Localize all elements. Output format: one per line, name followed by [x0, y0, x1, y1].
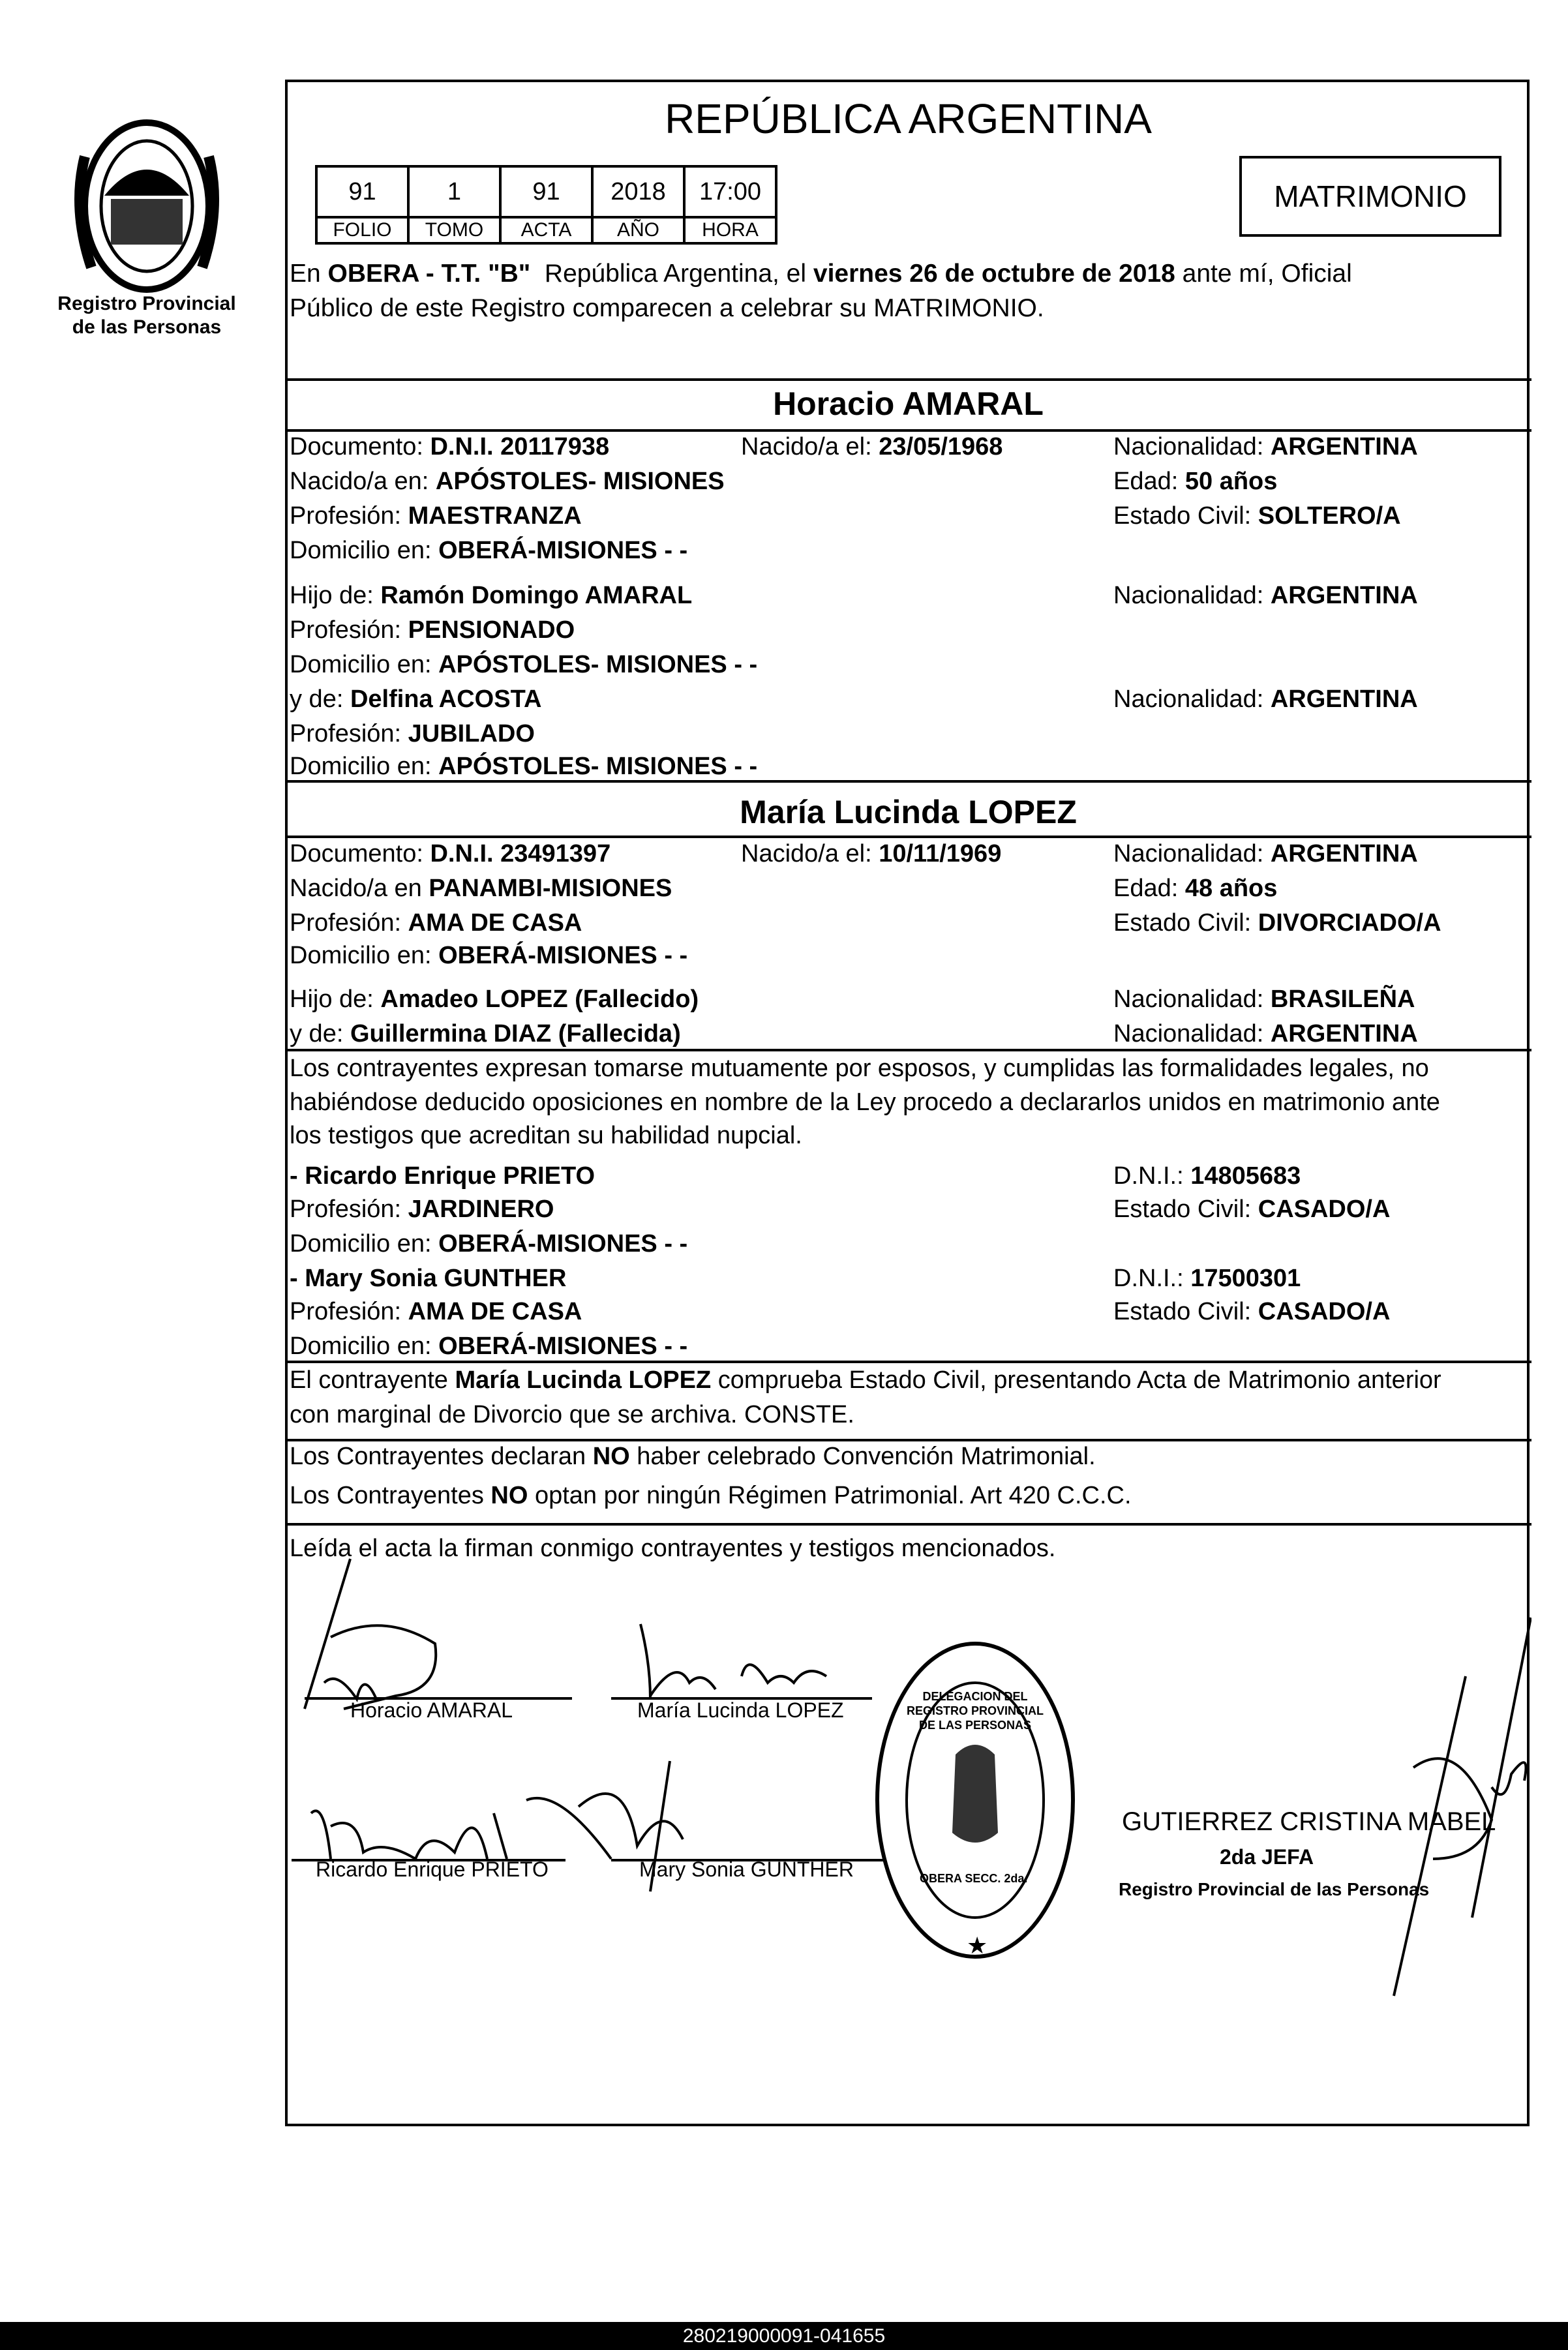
- spouse1-name: Horacio AMARAL: [773, 385, 1044, 422]
- act-type-box: MATRIMONIO: [1239, 156, 1501, 237]
- field-label: Domicilio en:: [290, 942, 439, 969]
- field-value: APÓSTOLES- MISIONES - -: [438, 753, 758, 780]
- field: [1113, 502, 1401, 530]
- field-value: ARGENTINA: [1270, 433, 1418, 460]
- field-label: Estado Civil:: [1113, 1298, 1258, 1325]
- field: [290, 467, 725, 496]
- declaration-line: Los contrayentes expresan tomarse mutuamente por esposos, y cumplidas las formalidades legales, no: [290, 1055, 1429, 1082]
- civil-status-note: El contrayente María Lucinda LOPEZ comprueba Estado Civil, presentando Acta de Matrimonio anterior: [290, 1366, 1441, 1394]
- field-value: D.N.I. 20117938: [430, 433, 610, 460]
- field-label: Edad:: [1113, 468, 1185, 495]
- field: [1113, 685, 1418, 714]
- field-value: OBERÁ-MISIONES - -: [438, 942, 688, 969]
- field: [290, 432, 609, 461]
- field-label: Domicilio en:: [290, 753, 439, 780]
- field-value: ARGENTINA: [1270, 1020, 1418, 1047]
- field-label: Profesión:: [290, 502, 408, 530]
- field-label: Profesión:: [290, 720, 408, 747]
- spouse2-name: María Lucinda LOPEZ: [740, 794, 1077, 830]
- witness-field: [1113, 1195, 1390, 1224]
- field-value: CASADO/A: [1258, 1298, 1391, 1325]
- field-value: 48 años: [1184, 875, 1278, 902]
- field-value: Delfina ACOSTA: [350, 685, 542, 713]
- field-value: 50 años: [1184, 468, 1278, 495]
- field-label: Profesión:: [290, 616, 408, 644]
- field-value: - Mary Sonia GUNTHER: [290, 1265, 567, 1292]
- field-label: y de:: [290, 685, 350, 713]
- field: [290, 502, 582, 530]
- closing-text: Leída el acta la firman conmigo contrayentes y testigos mencionados.: [290, 1535, 1056, 1562]
- witness-field: [1113, 1297, 1390, 1326]
- field-value: Amadeo LOPEZ (Fallecido): [380, 986, 699, 1013]
- regime-statement: Los Contrayentes NO optan por ningún Régimen Patrimonial. Art 420 C.C.C.: [290, 1482, 1132, 1509]
- field-label: Nacionalidad:: [1113, 685, 1271, 713]
- field-label: Documento:: [290, 840, 430, 867]
- field: [1113, 467, 1277, 496]
- field-value: OBERÁ-MISIONES - -: [438, 1333, 688, 1360]
- convention-statement: Los Contrayentes declaran NO haber celebrado Convención Matrimonial.: [290, 1443, 1096, 1470]
- field-value: Ramón Domingo AMARAL: [380, 582, 693, 609]
- field-label: Hijo de:: [290, 582, 381, 609]
- field-value: APÓSTOLES- MISIONES - -: [438, 651, 758, 678]
- field-label: Nacionalidad:: [1113, 986, 1271, 1013]
- field: [290, 650, 757, 679]
- field-value: APÓSTOLES- MISIONES: [435, 468, 725, 495]
- tomo-value: 1: [408, 166, 500, 217]
- province-seal-logo: [65, 117, 228, 295]
- field: [1113, 874, 1277, 903]
- witness-field: [290, 1297, 582, 1326]
- official-role: 2da JEFA: [1220, 1845, 1314, 1869]
- witness-field: [290, 1162, 595, 1190]
- field-value: 14805683: [1190, 1162, 1301, 1190]
- field: [290, 752, 757, 781]
- stamp-ring-text: DELEGACION DEL REGISTRO PROVINCIAL DE LAS PERSONAS: [906, 1690, 1044, 1732]
- field: [290, 1019, 681, 1048]
- field-label: Domicilio en:: [290, 537, 439, 564]
- field-value: AMA DE CASA: [408, 909, 582, 937]
- declaration-line: habiéndose deducido oposiciones en nombre de la Ley procedo a declararlos unidos en matrimonio ante: [290, 1089, 1440, 1116]
- field-value: 10/11/1969: [879, 840, 1002, 867]
- field: [741, 432, 1003, 461]
- field-label: Nacionalidad:: [1113, 1020, 1271, 1047]
- field-label: Nacido/a el:: [741, 433, 879, 460]
- field: [290, 874, 672, 903]
- field: [290, 909, 582, 937]
- field-value: OBERÁ-MISIONES - -: [438, 537, 688, 564]
- signature-label: María Lucinda LOPEZ: [637, 1698, 844, 1722]
- field-label: Nacionalidad:: [1113, 840, 1271, 867]
- field-value: BRASILEÑA: [1270, 986, 1415, 1013]
- field-value: JUBILADO: [408, 720, 535, 747]
- official-name: GUTIERREZ CRISTINA MABEL: [1122, 1807, 1496, 1836]
- year-value: 2018: [592, 166, 684, 217]
- witness-field: [290, 1332, 687, 1361]
- field-label: Nacido/a en: [290, 875, 429, 902]
- field-value: MAESTRANZA: [408, 502, 582, 530]
- witness-field: [290, 1264, 566, 1293]
- field-value: ARGENTINA: [1270, 685, 1418, 713]
- intro-text: En OBERA - T.T. "B" República Argentina, el viernes 26 de octubre de 2018 ante mí, Oficial: [290, 260, 1352, 288]
- field: [290, 719, 535, 748]
- field: [290, 536, 687, 565]
- signature-label: Ricardo Enrique PRIETO: [316, 1858, 549, 1881]
- field-label: y de:: [290, 1020, 350, 1047]
- signatures-drawing: [285, 1552, 1531, 2048]
- witness-field: [290, 1229, 687, 1258]
- stamp-inner-text: OBERA SECC. 2da.: [920, 1872, 1028, 1885]
- field-label: Profesión:: [290, 1196, 408, 1223]
- field-value: PENSIONADO: [408, 616, 575, 644]
- field-label: Nacido/a el:: [741, 840, 879, 867]
- witness-field: [1113, 1162, 1301, 1190]
- field-label: Profesión:: [290, 909, 408, 937]
- logo-caption: Registro Provincial: [57, 293, 236, 314]
- field-label: Nacionalidad:: [1113, 433, 1271, 460]
- field: [1113, 581, 1418, 610]
- field-value: Guillermina DIAZ (Fallecida): [350, 1020, 681, 1047]
- field-label: Hijo de:: [290, 986, 381, 1013]
- field-label: Edad:: [1113, 875, 1185, 902]
- field: [1113, 1019, 1418, 1048]
- field-value: DIVORCIADO/A: [1258, 909, 1441, 937]
- acta-value: 91: [500, 166, 592, 217]
- intro-text-line2: Público de este Registro comparecen a celebrar su MATRIMONIO.: [290, 294, 1044, 322]
- field-value: PANAMBI-MISIONES: [429, 875, 672, 902]
- civil-status-note-line2: con marginal de Divorcio que se archiva. CONSTE.: [290, 1401, 854, 1428]
- field: [290, 581, 692, 610]
- year-label: AÑO: [592, 217, 684, 243]
- acta-label: ACTA: [500, 217, 592, 243]
- field-label: Profesión:: [290, 1298, 408, 1325]
- field-value: AMA DE CASA: [408, 1298, 582, 1325]
- field-value: 23/05/1968: [879, 433, 1003, 460]
- field-label: Estado Civil:: [1113, 909, 1258, 937]
- field-value: SOLTERO/A: [1258, 502, 1401, 530]
- field-value: - Ricardo Enrique PRIETO: [290, 1162, 596, 1190]
- page-title: REPÚBLICA ARGENTINA: [665, 95, 1152, 142]
- field: [1113, 909, 1441, 937]
- field: [290, 685, 541, 714]
- field-label: Domicilio en:: [290, 1333, 439, 1360]
- field-value: D.N.I. 23491397: [430, 840, 611, 867]
- field-label: Estado Civil:: [1113, 1196, 1258, 1223]
- field-label: Domicilio en:: [290, 1230, 439, 1258]
- field-label: D.N.I.:: [1113, 1265, 1191, 1292]
- witness-field: [290, 1195, 554, 1224]
- registry-table: [315, 165, 777, 245]
- field-value: ARGENTINA: [1270, 582, 1418, 609]
- field-value: CASADO/A: [1258, 1196, 1391, 1223]
- field: [290, 941, 687, 970]
- field-label: Nacionalidad:: [1113, 582, 1271, 609]
- official-office: Registro Provincial de las Personas: [1119, 1879, 1430, 1899]
- logo-caption: de las Personas: [72, 316, 222, 338]
- hour-label: HORA: [684, 217, 776, 243]
- svg-text:★: ★: [967, 1933, 988, 1959]
- declaration-line: los testigos que acreditan su habilidad nupcial.: [290, 1122, 802, 1149]
- field-label: Nacido/a en:: [290, 468, 436, 495]
- field: [1113, 432, 1418, 461]
- signature-label: Mary Sonia GUNTHER: [639, 1858, 854, 1881]
- field-value: ARGENTINA: [1270, 840, 1418, 867]
- field: [290, 985, 699, 1014]
- field-value: OBERÁ-MISIONES - -: [438, 1230, 688, 1258]
- hour-value: 17:00: [684, 166, 776, 217]
- field: [1113, 839, 1418, 868]
- field: [290, 839, 611, 868]
- field-label: Estado Civil:: [1113, 502, 1258, 530]
- field-label: Domicilio en:: [290, 651, 439, 678]
- folio-label: FOLIO: [316, 217, 408, 243]
- field-label: Documento:: [290, 433, 430, 460]
- signature-label: Horacio AMARAL: [350, 1698, 513, 1722]
- field: [290, 616, 575, 644]
- field-label: D.N.I.:: [1113, 1162, 1191, 1190]
- field-value: JARDINERO: [408, 1196, 554, 1223]
- field: [741, 839, 1001, 868]
- field: [1113, 985, 1415, 1014]
- field-value: 17500301: [1190, 1265, 1301, 1292]
- footer-barcode-text: 280219000091-041655: [0, 2322, 1568, 2350]
- tomo-label: TOMO: [408, 217, 500, 243]
- witness-field: [1113, 1264, 1301, 1293]
- folio-value: 91: [316, 166, 408, 217]
